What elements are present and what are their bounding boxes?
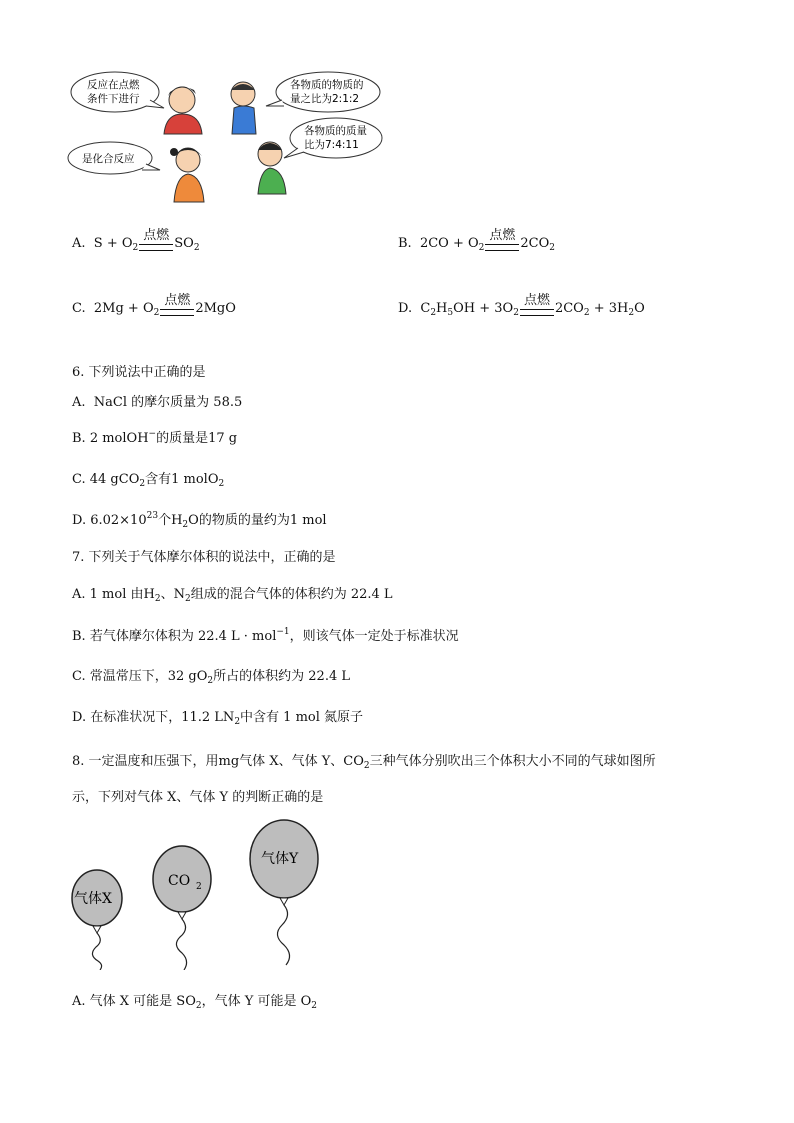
balloon-gas-y xyxy=(250,820,318,965)
balloon-co2-label: CO xyxy=(168,873,191,889)
balloon-x-label: 气体X xyxy=(74,891,112,907)
q7-stem: 7. 下列关于气体摩尔体积的说法中，正确的是 xyxy=(72,550,336,565)
bubble-3-line1: 各物质的质量 xyxy=(304,125,367,137)
reaction-condition: 点燃 xyxy=(164,293,191,308)
balloon-y-label: 气体Y xyxy=(261,851,299,867)
q6-option-d: D. $6.02\times 10^{23}$个$H_2O$的物质的量约为1 mol xyxy=(72,511,327,530)
q5-option-b: B. $2CO + O_2$ 点燃 $2CO_2$ xyxy=(398,228,556,253)
bubble-2-line2: 量之比为2:1:2 xyxy=(290,93,360,105)
bubble-1-line2: 条件下进行 xyxy=(87,93,140,105)
q6-option-a-text: NaCl 的摩尔质量为 58.5 xyxy=(93,395,243,410)
student-1-figure xyxy=(164,86,202,134)
q8-option-a: A. 气体 X 可能是 $SO_2$，气体 Y 可能是 $O_2$ xyxy=(72,994,317,1011)
q5-option-c: C. $2Mg + O_2$ 点燃 2MgO xyxy=(72,293,236,318)
q5-option-d: D. $C_2H_5OH + 3O_2$ 点燃 $2CO_2 + 3H_2O$ xyxy=(398,293,645,318)
q7-option-c: C. 常温常压下，32 $gO_2$所占的体积约为 22.4 L xyxy=(72,669,350,686)
q5-option-c-label: C. xyxy=(72,301,86,316)
q5-option-a: A. $S + O_2$ 点燃 $SO_2$ xyxy=(72,228,200,253)
reaction-condition: 点燃 xyxy=(523,293,550,308)
q7-option-b: B. 若气体摩尔体积为 22.4 L · mol$^{-1}$，则该气体一定处于标准状况 xyxy=(72,627,459,644)
q6-option-a: A. NaCl 的摩尔质量为 58.5 xyxy=(72,395,243,410)
bubble-4-line1: 是化合反应 xyxy=(82,153,135,165)
q7-option-d: D. 在标准状况下，11.2 $LN_2$中含有 1 mol 氮原子 xyxy=(72,710,364,727)
q8-stem-line2: 示，下列对气体 X、气体 Y 的判断正确的是 xyxy=(72,790,324,805)
q6-option-c: C. 44 gCO$_2$含有1 molO$_2$ xyxy=(72,472,225,489)
q6-option-b: B. 2 molOH−的质量是17 g xyxy=(72,429,238,446)
bubble-2-line1: 各物质的物质的 xyxy=(290,79,364,91)
teacher-figure xyxy=(231,82,256,134)
cartoon-illustration xyxy=(60,70,390,205)
q5-option-d-label: D. xyxy=(398,301,413,316)
reaction-condition: 点燃 xyxy=(143,228,170,243)
bubble-1-line1: 反应在点燃 xyxy=(87,79,140,91)
q5-option-b-label: B. xyxy=(398,236,412,251)
q8-stem-line1: 8. 一定温度和压强下，用mg气体 X、气体 Y、$CO_2$三种气体分别吹出三个体积大小不同的气球如图所 xyxy=(72,754,656,771)
q6-stem: 6. 下列说法中正确的是 xyxy=(72,365,206,380)
q7-option-a: A. 1 mol 由$H_2$、$N_2$组成的混合气体的体积约为 22.4 L xyxy=(72,587,393,604)
balloon-co2 xyxy=(153,846,211,970)
student-2-figure xyxy=(170,148,204,202)
student-3-figure xyxy=(258,142,286,194)
balloon-co2-subscript: 2 xyxy=(196,882,202,892)
reaction-condition: 点燃 xyxy=(489,228,516,243)
balloons-figure xyxy=(60,815,340,970)
balloon-gas-x xyxy=(72,870,122,970)
bubble-3-line2: 比为7:4:11 xyxy=(304,139,359,151)
q5-option-a-label: A. xyxy=(72,236,86,251)
